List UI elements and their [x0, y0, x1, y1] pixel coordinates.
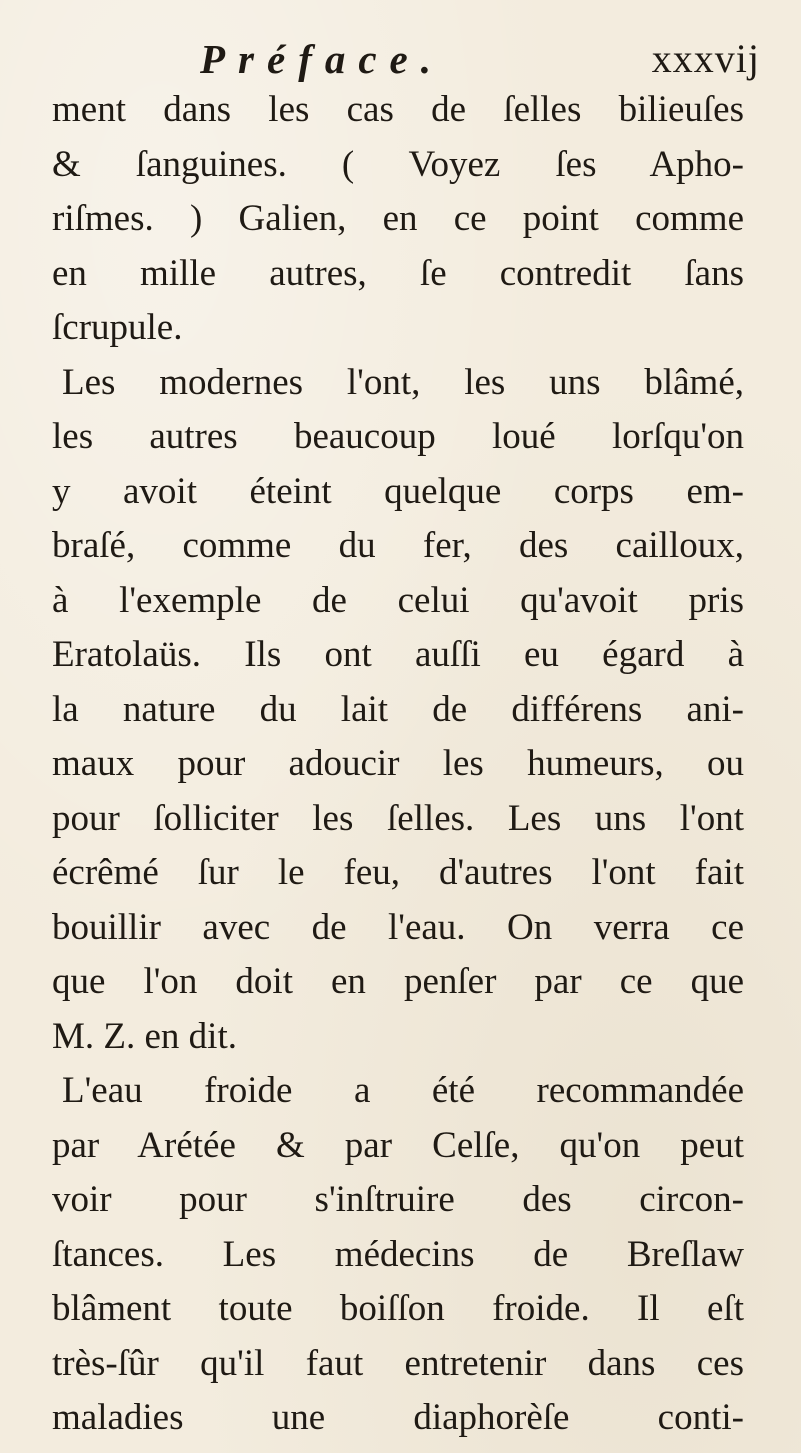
- body-text: [52, 83, 744, 1446]
- running-title: Préface.: [200, 36, 444, 82]
- text-line: par Arétée & par Celſe, qu'on peut: [52, 1124, 744, 1166]
- text-line: écrêmé ſur le feu, d'autres l'ont fait: [52, 852, 744, 893]
- text-line: L'eau froide a été recommandée: [62, 1070, 744, 1111]
- text-line: & ſanguines. ( Voyez ſes Apho-: [52, 143, 744, 185]
- text-line: Les modernes l'ont, les uns blâmé,: [62, 361, 744, 403]
- text-line: ment dans les cas de ſelles bilieuſes: [52, 89, 744, 130]
- running-header: [200, 32, 760, 86]
- text-line: en mille autres, ſe contredit ſans: [52, 252, 744, 294]
- text-line: pour ſolliciter les ſelles. Les uns l'ont: [52, 797, 744, 839]
- text-line: la nature du lait de différens ani-: [52, 688, 744, 730]
- text-line: ſcrupule.: [52, 307, 183, 348]
- text-line: les autres beaucoup loué lorſqu'on: [52, 416, 744, 457]
- page-number: xxxvij: [651, 36, 760, 81]
- text-line: maux pour adoucir les humeurs, ou: [52, 743, 744, 784]
- text-line: braſé, comme du fer, des cailloux,: [52, 525, 744, 566]
- text-line: blâment toute boiſſon froide. Il eſt: [52, 1288, 744, 1329]
- text-line: très-ſûr qu'il faut entretenir dans ces: [52, 1342, 744, 1384]
- text-line: que l'on doit en penſer par ce que: [52, 961, 744, 1002]
- text-line: M. Z. en dit.: [52, 1015, 237, 1057]
- text-line: bouillir avec de l'eau. On verra ce: [52, 906, 744, 948]
- text-line: Eratolaüs. Ils ont auſſi eu égard à: [52, 634, 744, 675]
- text-line: ſtances. Les médecins de Breſlaw: [52, 1233, 744, 1275]
- text-line: y avoit éteint quelque corps em-: [52, 470, 744, 512]
- text-line: maladies une diaphorèſe conti-: [52, 1397, 744, 1438]
- text-line: voir pour s'inſtruire des circon-: [52, 1179, 744, 1220]
- text-line: à l'exemple de celui qu'avoit pris: [52, 579, 744, 621]
- text-line: riſmes. ) Galien, en ce point comme: [52, 198, 744, 239]
